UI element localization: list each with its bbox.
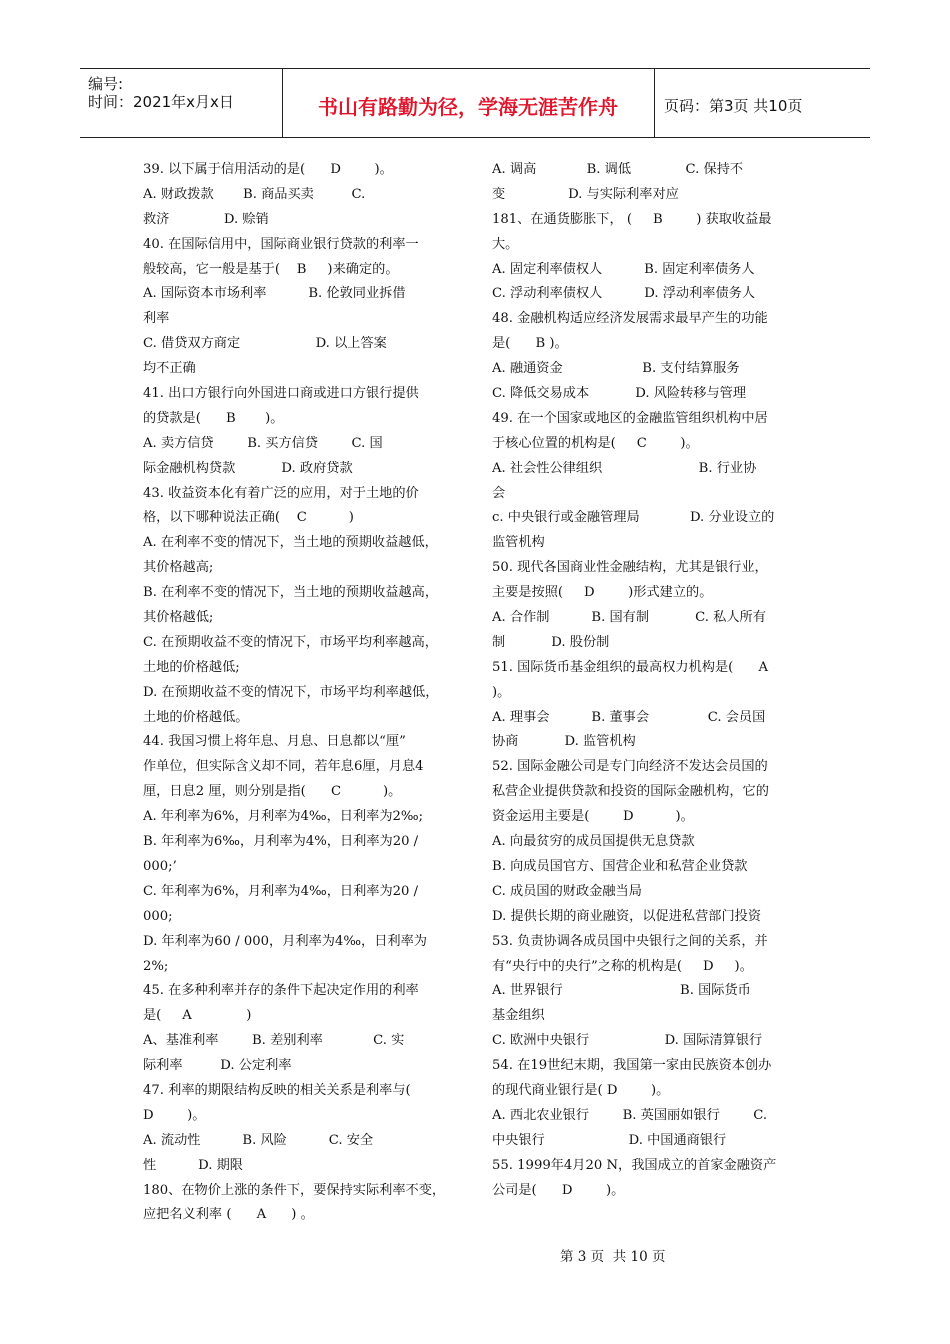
text-line: C. 在预期收益不变的情况下，市场平均利率越高， [143, 634, 438, 650]
text-line: C. 借贷双方商定 D. 以上答案 [143, 336, 387, 352]
number-label: 编号: [88, 75, 124, 93]
text-line: 际金融机构贷款 D. 政府贷款 [143, 460, 353, 476]
text-line: 般较高，它一般是基于( B )来确定的。 [143, 261, 399, 277]
text-line: c. 中央银行或金融管理局 D. 分业设立的 [492, 510, 775, 526]
header-page-cell [654, 69, 870, 137]
text-line: )。 [492, 684, 511, 700]
text-line: 基金组织 [492, 1008, 545, 1024]
text-line: 于核心位置的机构是( C )。 [492, 435, 699, 451]
text-line: 39. 以下属于信用活动的是( D )。 [143, 162, 393, 177]
text-line: 公司是( D )。 [492, 1182, 625, 1198]
text-line: A. 社会性公律组织 B. 行业协 [492, 460, 757, 476]
text-line: B. 向成员国官方、国营企业和私营企业贷款 [492, 858, 748, 874]
text-line: 是( A ) [143, 1008, 252, 1024]
text-line: 54. 在19世纪末期，我国第一家由民族资本创办 [492, 1058, 772, 1074]
text-line: D. 在预期收益不变的情况下，市场平均利率越低， [143, 684, 439, 700]
text-line: 的现代商业银行是( D )。 [492, 1082, 670, 1098]
text-line: 变 D. 与实际利率对应 [492, 186, 679, 202]
text-line: A. 固定利率债权人 B. 固定利率债务人 [492, 261, 755, 277]
text-line: 主要是按照( D )形式建立的。 [492, 585, 713, 601]
text-line: 私营企业提供贷款和投资的国际金融机构，它的 [492, 784, 769, 800]
text-line: 格，以下哪种说法正确( C ) [143, 510, 354, 526]
text-line: 作单位，但实际含义却不同，若年息6厘，月息4 [143, 759, 424, 775]
text-line: A. 年利率为6%，月利率为4‰，日利率为2‰; [143, 809, 424, 825]
text-line: 000; [143, 908, 173, 924]
text-line: A. 西北农业银行 B. 英国丽如银行 C. [492, 1107, 768, 1123]
page-header [80, 68, 870, 138]
text-line: 50. 现代各国商业性金融结构，尤其是银行业， [492, 560, 768, 576]
text-line: 51. 国际货币基金组织的最高权力机构是( A [492, 659, 768, 675]
text-line: 监管机构 [492, 535, 545, 551]
text-line: 其价格越高; [143, 560, 214, 576]
text-line: 53. 负责协调各成员国中央银行之间的关系，并 [492, 933, 768, 949]
text-line: A. 卖方信贷 B. 买方信贷 C. 国 [143, 435, 383, 451]
text-line: B. 年利率为6‰，月利率为4%，日利率为20 / [143, 834, 419, 850]
text-line: 180、在物价上涨的条件下，要保持实际利率不变， [143, 1182, 446, 1198]
text-line: A. 流动性 B. 风险 C. 安全 [143, 1132, 374, 1148]
text-line: 47. 利率的期限结构反映的相关关系是利率与( [143, 1082, 411, 1098]
text-line: 有“央行中的央行”之称的机构是( D )。 [492, 958, 753, 974]
text-line: 其价格越低; [143, 610, 214, 626]
text-line: C. 成员国的财政金融当局 [492, 883, 642, 899]
text-line: 49. 在一个国家或地区的金融监管组织机构中居 [492, 410, 768, 426]
text-line: C. 年利率为6%，月利率为4‰，日利率为20 / [143, 883, 419, 899]
header-page-number: 页码：第3页 共10页 [664, 97, 803, 115]
text-line: A. 在利率不变的情况下，当土地的预期收益越低， [143, 535, 438, 551]
text-line: 41. 出口方银行向外国进口商或进口方银行提供 [143, 386, 419, 402]
text-line: A. 国际资本市场利率 B. 伦敦同业拆借 [143, 286, 406, 302]
text-line: 大。 [492, 236, 519, 252]
text-line: 应把名义利率 ( A ) 。 [143, 1207, 314, 1223]
time-label: 时间：2021年x月x日 [88, 93, 234, 111]
text-line: 际利率 D. 公定利率 [143, 1058, 292, 1074]
text-line: 救济 D. 赊销 [143, 211, 269, 227]
text-line: 55. 1999年4月20 N，我国成立的首家金融资产 [492, 1157, 777, 1173]
text-line: 2%; [143, 958, 169, 974]
text-line: C. 降低交易成本 D. 风险转移与管理 [492, 386, 747, 402]
text-line: 性 D. 期限 [143, 1157, 243, 1173]
text-line: A. 向最贫穷的成员国提供无息贷款 [492, 834, 695, 850]
text-line: 协商 D. 监管机构 [492, 734, 636, 750]
text-line: 会 [492, 485, 506, 501]
text-line: 中央银行 D. 中国通商银行 [492, 1132, 727, 1148]
text-line: A. 调高 B. 调低 C. 保持不 [492, 162, 744, 177]
text-line: 均不正确 [143, 361, 196, 377]
text-line: 制 D. 股份制 [492, 634, 610, 650]
text-line: 土地的价格越低。 [143, 709, 249, 725]
text-line: 181、在通货膨胀下， ( B ) 获取收益最 [492, 211, 772, 227]
text-line: 的贷款是( B )。 [143, 410, 284, 426]
header-motto-cell [282, 69, 655, 137]
text-line: B. 在利率不变的情况下，当土地的预期收益越高， [143, 585, 439, 601]
text-line: A. 财政拨款 B. 商品买卖 C. [143, 186, 366, 202]
text-line: 43. 收益资本化有着广泛的应用，对于土地的价 [143, 485, 419, 501]
text-line: 52. 国际金融公司是专门向经济不发达会员国的 [492, 759, 768, 775]
text-line: 000;’ [143, 858, 177, 874]
text-line: D. 提供长期的商业融资，以促进私营部门投资 [492, 908, 762, 924]
text-line: 利率 [143, 311, 170, 327]
text-line: A. 理事会 B. 董事会 C. 会员国 [492, 709, 766, 725]
text-line: 土地的价格越低; [143, 659, 240, 675]
text-line: D. 年利率为60 / 000，月利率为4‰，日利率为 [143, 933, 427, 949]
text-line: C. 浮动利率债权人 D. 浮动利率债务人 [492, 286, 756, 302]
text-line: 44. 我国习惯上将年息、月息、日息都以“厘” [143, 734, 406, 750]
text-line: A、基准利率 B. 差别利率 C. 实 [143, 1033, 405, 1049]
text-line: 45. 在多种利率并存的条件下起决定作用的利率 [143, 983, 419, 999]
text-line: C. 欧洲中央银行 D. 国际清算银行 [492, 1033, 763, 1049]
text-line: 厘，日息2 厘，则分别是指( C )。 [143, 784, 402, 800]
text-line: A. 世界银行 B. 国际货币 [492, 983, 751, 999]
left-column [143, 158, 461, 1228]
text-line: A. 融通资金 B. 支付结算服务 [492, 361, 740, 377]
text-line: 是( B )。 [492, 336, 568, 352]
text-line: 资金运用主要是( D )。 [492, 809, 694, 825]
text-line: 40. 在国际信用中，国际商业银行贷款的利率一 [143, 236, 419, 252]
right-column [492, 158, 804, 1203]
motto-text: 书山有路勤为径，学海无涯苦作舟 [318, 95, 618, 119]
footer-page-number: 第 3 页 共 10 页 [560, 1249, 666, 1265]
text-line: 48. 金融机构适应经济发展需求最早产生的功能 [492, 311, 768, 327]
text-line: A. 合作制 B. 国有制 C. 私人所有 [492, 610, 766, 626]
header-meta-cell [80, 69, 283, 137]
text-line: D )。 [143, 1107, 206, 1123]
